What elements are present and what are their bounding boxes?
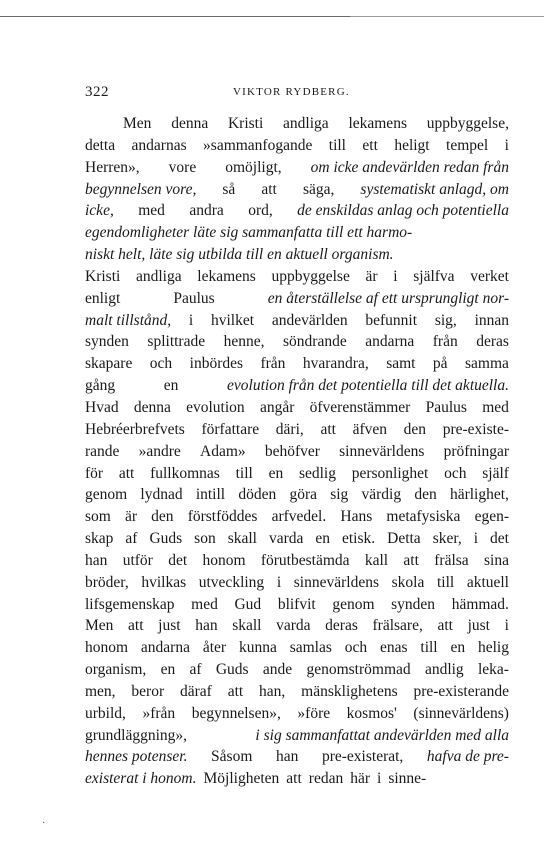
word: rande	[85, 442, 120, 460]
word: från	[432, 333, 458, 351]
word: personlighet	[351, 464, 429, 482]
word: och	[149, 355, 173, 373]
word: andra	[189, 202, 224, 220]
word: Adam»	[200, 442, 246, 460]
word: denna	[171, 115, 209, 132]
word: angår	[259, 398, 295, 416]
word: han	[275, 748, 299, 766]
text-line	[85, 288, 509, 310]
word: att	[261, 180, 277, 198]
word: sker,	[432, 530, 462, 548]
word: intill	[195, 486, 226, 504]
word: bröder,	[85, 573, 129, 591]
word: med	[138, 202, 165, 220]
word: inbördes	[189, 355, 244, 373]
italic-phrase: evolution från det potentiella till det aktuella.	[227, 377, 509, 395]
word: skola	[391, 573, 425, 591]
word: ett	[362, 136, 378, 154]
word: hvilket	[211, 311, 255, 329]
text-line	[85, 419, 509, 441]
word: själfva	[413, 267, 455, 285]
word: evolution	[186, 398, 245, 416]
word: frälsare,	[372, 617, 423, 635]
word: förutbestämda	[260, 551, 350, 569]
word: här	[350, 770, 370, 788]
word: kall	[364, 551, 389, 569]
text-line	[85, 244, 509, 266]
word: omöjligt,	[225, 158, 282, 176]
word: gång	[85, 377, 116, 395]
word: en	[160, 661, 176, 679]
word: sinnevärldens	[293, 573, 379, 591]
italic-phrase: niskt helt, läte sig utbilda till en aktuell organism.	[85, 246, 394, 264]
word: genom	[85, 486, 128, 504]
top-rule-overlap	[350, 16, 544, 17]
word: »andre	[138, 442, 181, 460]
word: kosmos'	[346, 704, 397, 722]
word: andliga	[135, 267, 182, 285]
word: ord,	[248, 202, 273, 220]
word: blifvit	[277, 595, 316, 613]
word: Gud	[234, 595, 262, 613]
word: så	[222, 180, 236, 198]
word: enligt	[85, 289, 121, 307]
word: lifsgemenskap	[85, 595, 175, 613]
word: lekamens	[197, 267, 256, 285]
word: en	[268, 464, 284, 482]
word: deras	[476, 333, 509, 351]
word: öfverenstämmer	[309, 398, 411, 416]
word: han,	[259, 682, 286, 700]
word: författare	[201, 420, 260, 438]
text-line	[85, 703, 509, 725]
word: honom	[85, 639, 129, 657]
word: Möjligheten	[203, 770, 280, 788]
word: Men	[85, 617, 114, 635]
word: den	[414, 486, 437, 504]
word: detta	[85, 136, 116, 154]
word: utveckling	[198, 573, 265, 591]
page-header	[85, 84, 515, 104]
italic-phrase: malt tillstånd,	[85, 311, 172, 329]
word: kunna	[238, 639, 277, 657]
text-line	[85, 135, 509, 157]
italic-phrase: i sig sammanfattat andevärlden med alla	[255, 726, 509, 744]
text-line	[85, 725, 509, 747]
word: Hebréerbrefvets	[85, 420, 185, 438]
word: (sinnevärldens)	[413, 704, 509, 722]
page-number: 322	[85, 84, 109, 100]
word: Paulus	[173, 289, 215, 307]
text-line	[85, 310, 509, 332]
word: just	[158, 617, 181, 635]
text-line	[85, 157, 509, 179]
word: med	[482, 398, 509, 416]
word: andevärlden	[271, 311, 348, 329]
word: uppbyggelse,	[426, 115, 509, 132]
word: genomströmmad	[306, 661, 411, 679]
word: döden	[238, 486, 277, 504]
word: pre-existe-	[442, 420, 509, 438]
word: i	[504, 136, 509, 154]
word: att	[403, 551, 419, 569]
text-line	[85, 637, 509, 659]
word: Paulus	[425, 398, 467, 416]
italic-phrase: hafva de pre-	[426, 748, 509, 766]
text-line	[85, 746, 509, 768]
word: sina	[484, 551, 509, 569]
italic-phrase: hennes potenser.	[85, 748, 188, 766]
body-text	[85, 113, 509, 790]
word: i	[377, 770, 382, 788]
word: samlas	[289, 639, 332, 657]
word: uppbyggelse	[271, 267, 350, 285]
word: i	[504, 617, 509, 635]
word: härlighet,	[449, 486, 509, 504]
word: denna	[133, 398, 171, 416]
word: att	[118, 464, 135, 482]
word: åter	[202, 639, 227, 657]
word: på	[432, 355, 448, 373]
word: Kristi	[227, 115, 264, 132]
word: att	[437, 617, 453, 635]
italic-phrase: existerat i honom.	[85, 770, 197, 788]
word: från	[260, 355, 286, 373]
word: däri,	[275, 420, 304, 438]
word: samma	[465, 355, 509, 373]
italic-phrase: systematiskt anlagd, om	[360, 180, 509, 198]
word: begynnelsen»,	[191, 704, 281, 722]
word: det	[168, 551, 188, 569]
italic-phrase: icke,	[85, 202, 114, 220]
text-line	[85, 441, 509, 463]
italic-phrase: begynnelsen vore,	[85, 180, 197, 198]
text-line	[85, 179, 509, 201]
text-line	[85, 659, 509, 681]
word: innan	[474, 311, 509, 329]
word: varda	[268, 530, 304, 548]
word: egen-	[474, 508, 509, 526]
word: skall	[232, 617, 262, 635]
running-head: VIKTOR RYDBERG.	[233, 86, 350, 98]
text-line	[85, 397, 509, 419]
italic-phrase: egendomligheter läte sig sammanfatta till ett harmo-	[85, 224, 413, 242]
word: andarnas	[131, 136, 187, 154]
word: metafysiska	[386, 508, 461, 526]
word: utför	[122, 551, 153, 569]
word: helig	[477, 639, 509, 657]
word: skapare	[85, 355, 133, 373]
word: mänsklighetens	[301, 682, 398, 700]
word: beror	[131, 682, 165, 700]
word: Men	[123, 115, 152, 132]
word: till	[436, 573, 455, 591]
word: »sammanfogande	[203, 136, 313, 154]
word: Kristi	[85, 267, 121, 285]
text-line	[85, 572, 509, 594]
text-line	[85, 200, 509, 222]
word: och	[444, 464, 467, 482]
word: att	[286, 770, 302, 788]
word: »före	[297, 704, 331, 722]
italic-phrase: de enskildas anlag och potentiella	[297, 202, 509, 220]
text-line	[85, 615, 509, 637]
word: andarna	[140, 639, 190, 657]
word: frälsa	[434, 551, 469, 569]
word: göra	[289, 486, 317, 504]
word: och	[344, 639, 368, 657]
word: pröfningar	[443, 442, 509, 460]
word: att	[320, 420, 336, 438]
word: sinnevärldens	[339, 442, 425, 460]
word: arfvedel.	[271, 508, 327, 526]
word: värdig	[361, 486, 402, 504]
word: sedlig	[298, 464, 336, 482]
word: pre-existerande	[413, 682, 509, 700]
word: samt	[386, 355, 416, 373]
word: af	[189, 661, 202, 679]
word: synden	[391, 595, 436, 613]
word: splittrade	[147, 333, 206, 351]
word: tempel	[446, 136, 489, 154]
word: den	[403, 420, 427, 438]
word: att	[227, 682, 244, 700]
word: andarna	[365, 333, 415, 351]
word: synden	[85, 333, 129, 351]
margin-mark: ·	[42, 818, 46, 829]
text-line	[85, 506, 509, 528]
word: för	[85, 464, 104, 482]
word: den	[151, 508, 174, 526]
word: hvilkas	[141, 573, 187, 591]
word: i	[473, 530, 479, 548]
text-line	[85, 463, 509, 485]
word: sinne-	[388, 770, 427, 788]
word: i	[188, 311, 194, 329]
word: fullkomnas	[150, 464, 220, 482]
word: varda	[276, 617, 311, 635]
word: aktuell	[466, 573, 509, 591]
word: af	[125, 530, 138, 548]
text-line	[85, 768, 509, 790]
text-line	[85, 113, 509, 135]
text-line	[85, 484, 509, 506]
word: henne,	[223, 333, 265, 351]
italic-phrase: en återställelse af ett ursprungligt nor-	[267, 289, 509, 307]
word: sig	[330, 486, 349, 504]
word: pre-existerat,	[321, 748, 404, 766]
text-line	[85, 353, 509, 375]
word: däraf	[179, 682, 212, 700]
word: Guds	[149, 530, 183, 548]
word: son	[194, 530, 216, 548]
word: är	[365, 267, 378, 285]
word: etisk.	[341, 530, 376, 548]
word: själf	[482, 464, 509, 482]
word: organism,	[85, 661, 147, 679]
word: hvarandra,	[302, 355, 369, 373]
word: som	[85, 508, 111, 526]
word: en	[163, 377, 179, 395]
text-line	[85, 681, 509, 703]
text-line	[85, 222, 509, 244]
word: honom	[202, 551, 246, 569]
text-line	[85, 550, 509, 572]
word: »från	[142, 704, 176, 722]
word: ande	[262, 661, 293, 679]
word: lydnad	[140, 486, 183, 504]
text-line	[85, 528, 509, 550]
word: i	[393, 267, 398, 285]
text-line	[85, 266, 509, 288]
word: skall	[227, 530, 257, 548]
text-line	[85, 331, 509, 353]
word: befunnit	[365, 311, 418, 329]
word: deras	[325, 617, 358, 635]
word: med	[191, 595, 218, 613]
word: hämmad.	[451, 595, 509, 613]
word: en	[315, 530, 330, 548]
word: förstföddes	[187, 508, 258, 526]
word: i	[276, 573, 282, 591]
word: Herren»,	[85, 158, 140, 176]
word: söndrande	[283, 333, 347, 351]
word: skap	[85, 530, 114, 548]
word: han	[85, 551, 108, 569]
word: leka-	[477, 661, 509, 679]
word: men,	[85, 682, 116, 700]
word: att	[128, 617, 144, 635]
word: heligt	[394, 136, 430, 154]
word: genom	[332, 595, 375, 613]
word: Såsom	[211, 748, 253, 766]
word: Hvad	[85, 398, 119, 416]
word: behöfver	[264, 442, 320, 460]
word: enas	[379, 639, 408, 657]
word: är	[124, 508, 138, 526]
word: redan	[308, 770, 344, 788]
word: det	[490, 530, 509, 548]
text-line	[85, 594, 509, 616]
word: äfven	[352, 420, 388, 438]
word: lekamens	[348, 115, 407, 132]
word: verket	[470, 267, 509, 285]
word: andliga	[283, 115, 329, 132]
word: till	[328, 136, 346, 154]
word: säga,	[302, 180, 335, 198]
word: till	[235, 464, 253, 482]
word: Detta	[387, 530, 421, 548]
word: Guds	[215, 661, 249, 679]
word: just	[467, 617, 490, 635]
text-line	[85, 375, 509, 397]
word: andlig	[424, 661, 464, 679]
word: till	[420, 639, 438, 657]
word: grundläggning»,	[85, 726, 188, 744]
italic-phrase: om icke andevärlden redan från	[310, 158, 509, 176]
word: en	[450, 639, 466, 657]
word: sig,	[434, 311, 457, 329]
word: Hans	[340, 508, 373, 526]
word: han	[195, 617, 218, 635]
word: vore	[168, 158, 197, 176]
word: urbild,	[85, 704, 126, 722]
